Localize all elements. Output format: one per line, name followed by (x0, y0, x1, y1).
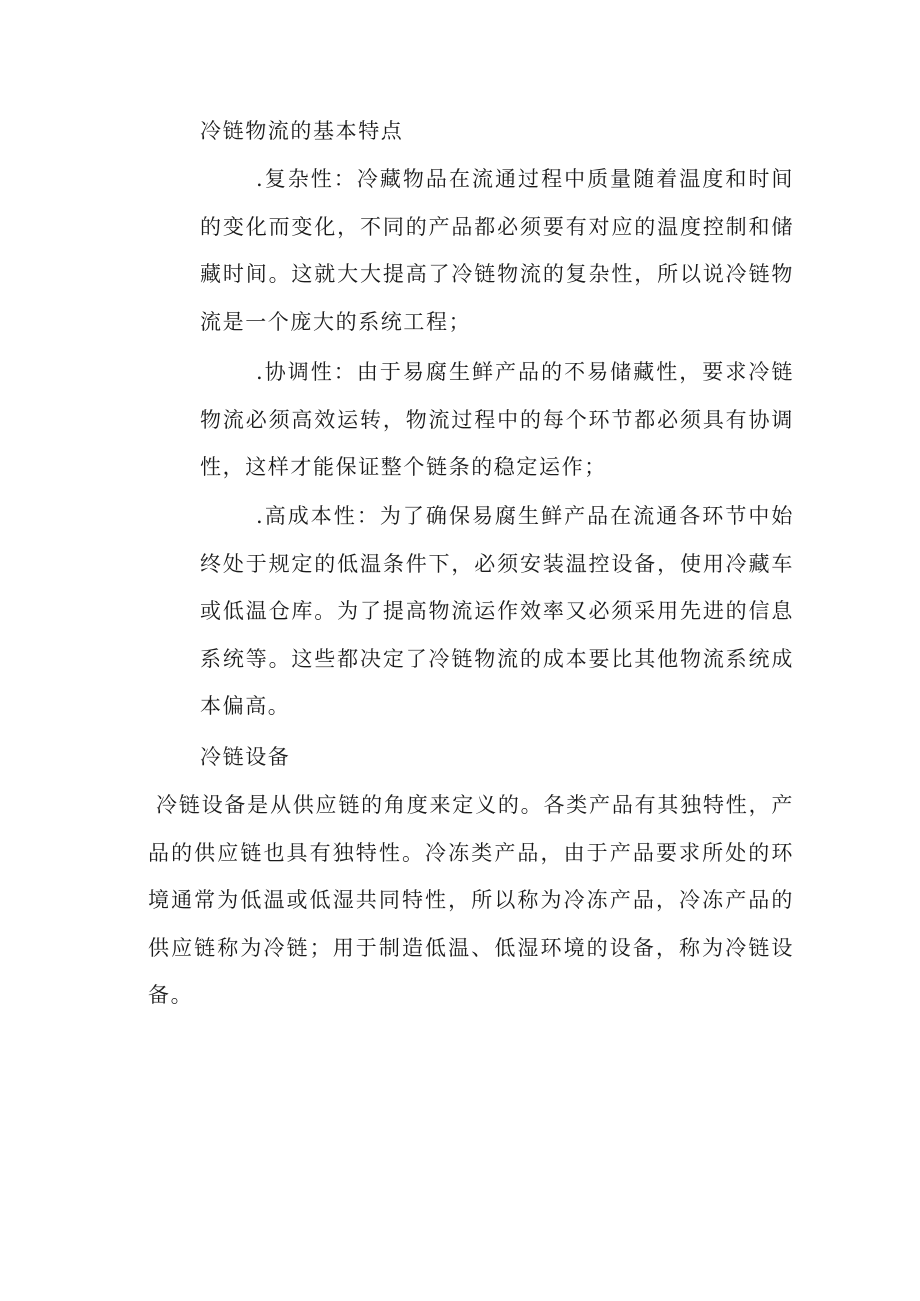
paragraph-high-cost: .高成本性：为了确保易腐生鲜产品在流通各环节中始终处于规定的低温条件下，必须安装温控设备，使用冷藏车或低温仓库。为了提高物流运作效率又必须采用先进的信息系统等。这些都决定了冷链物流的成本要比其他物流系统成本偏高。 (200, 504, 794, 718)
paragraph-complexity: .复杂性：冷藏物品在流通过程中质量随着温度和时间的变化而变化，不同的产品都必须要有对应的温度控制和储藏时间。这就大大提高了冷链物流的复杂性，所以说冷链物流是一个庞大的系统工程； (200, 167, 794, 334)
section-title-equipment: 冷链设备 (200, 745, 291, 769)
paragraph-coordination: .协调性：由于易腐生鲜产品的不易储藏性，要求冷链物流必须高效运转，物流过程中的每个环节都必须具有协调性，这样才能保证整个链条的稳定运作； (200, 360, 794, 479)
section-title-characteristics: 冷链物流的基本特点 (200, 119, 404, 143)
paragraph-equipment-definition: 冷链设备是从供应链的角度来定义的。各类产品有其独特性，产品的供应链也具有独特性。冷冻类产品，由于产品要求所处的环境通常为低温或低湿共同特性，所以称为冷冻产品，冷冻产品的供应链称为冷链；用于制造低温、低湿环境的设备，称为冷链设备。 (148, 793, 794, 1007)
